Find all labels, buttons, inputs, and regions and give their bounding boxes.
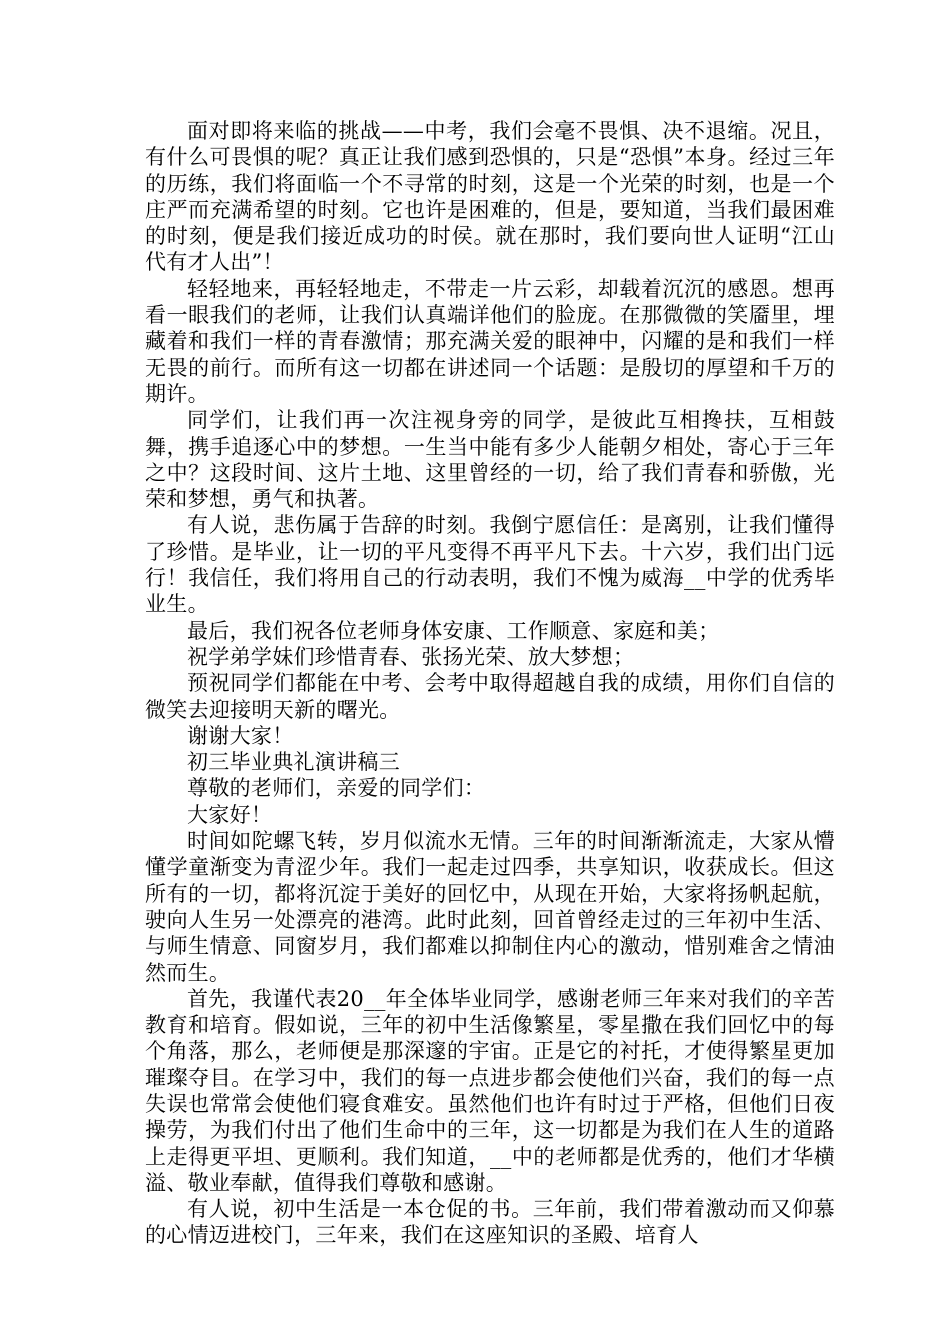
paragraph-thanks: 谢谢大家！ xyxy=(187,723,294,748)
paragraph-challenge: 面对即将来临的挑战——中考，我们会毫不畏惧、决不退缩。况且，有什么可畏惧的呢？真正让我们感到恐惧的，只是“恐惧”本身。经过三年的历练，我们将面临一个不寻常的时刻，这是一个光荣的时刻，也是一个庄严而充满希望的时刻。它也许是困难的，但是，要知道，当我们最困难的时刻，便是我们接近成功的时侯。就在那时，我们要向世人证明“江山代有才人出”！ xyxy=(145,119,835,275)
paragraph-salutation: 尊敬的老师们，亲爱的同学们： xyxy=(187,776,486,801)
paragraph-greeting: 大家好！ xyxy=(187,802,273,827)
paragraph-wish-classmates: 预祝同学们都能在中考、会考中取得超越自我的成绩，用你们自信的微笑去迎接明天新的曙光。 xyxy=(145,671,835,722)
section-title: 初三毕业典礼演讲稿三 xyxy=(187,750,400,775)
paragraph-gratitude: 轻轻地来，再轻轻地走，不带走一片云彩，却载着沉沉的感恩。想再看一眼我们的老师，让我们认真端详他们的脸庞。在那微微的笑靥里，埋藏着和我们一样的青春激情；那充满关爱的眼神中，闪耀的是和我们一样无畏的前行。而所有这一切都在讲述同一个话题：是殷切的厚望和千万的期许。 xyxy=(145,276,835,406)
paragraph-farewell: 有人说，悲伤属于告辞的时刻。我倒宁愿信任：是离别，让我们懂得了珍惜。是毕业，让一切的平凡变得不再平凡下去。十六岁，我们出门远行！我信任，我们将用自己的行动表明，我们不愧为威海__中学的优秀毕业生。 xyxy=(145,513,835,617)
paragraph-classmates: 同学们，让我们再一次注视身旁的同学，是彼此互相搀扶，互相鼓舞，携手追逐心中的梦想。一生当中能有多少人能朝夕相处，寄心于三年之中？这段时间、这片土地、这里曾经的一切，给了我们青春和骄傲，光荣和梦想，勇气和执著。 xyxy=(145,408,835,512)
paragraph-time: 时间如陀螺飞转，岁月似流水无情。三年的时间渐渐流走，大家从懵懂学童渐变为青涩少年。我们一起走过四季，共享知识，收获成长。但这所有的一切，都将沉淀于美好的回忆中，从现在开始，大家将扬帆起航，驶向人生另一处漂亮的港湾。此时此刻，回首曾经走过的三年初中生活、与师生情意、同窗岁月，我们都难以抑制住内心的激动，惜别难舍之情油然而生。 xyxy=(145,829,835,985)
paragraph-teachers: 首先，我谨代表20__年全体毕业同学，感谢老师三年来对我们的辛苦教育和培育。假如说，三年的初中生活像繁星，零星撒在我们回忆中的每个角落，那么，老师便是那深邃的宇宙。正是它的衬托，才使得繁星更加璀璨夺目。在学习中，我们的每一点进步都会使他们兴奋，我们的每一点失误也常常会使他们寝食难安。虽然他们也许有时过于严格，但他们日夜操劳，为我们付出了他们生命中的三年，这一切都是为我们在人生的道路上走得更平坦、更顺利。我们知道，__中的老师都是优秀的，他们才华横溢、敬业奉献，值得我们尊敬和感谢。 xyxy=(145,986,835,1195)
paragraph-book: 有人说，初中生活是一本仓促的书。三年前，我们带着激动而又仰慕的心情迈进校门，三年来，我们在这座知识的圣殿、培育人 xyxy=(145,1197,835,1248)
paragraph-wish-teachers: 最后，我们祝各位老师身体安康、工作顺意、家庭和美； xyxy=(187,618,720,643)
document-body xyxy=(145,118,835,1249)
paragraph-wish-juniors: 祝学弟学妹们珍惜青春、张扬光荣、放大梦想； xyxy=(187,644,635,669)
